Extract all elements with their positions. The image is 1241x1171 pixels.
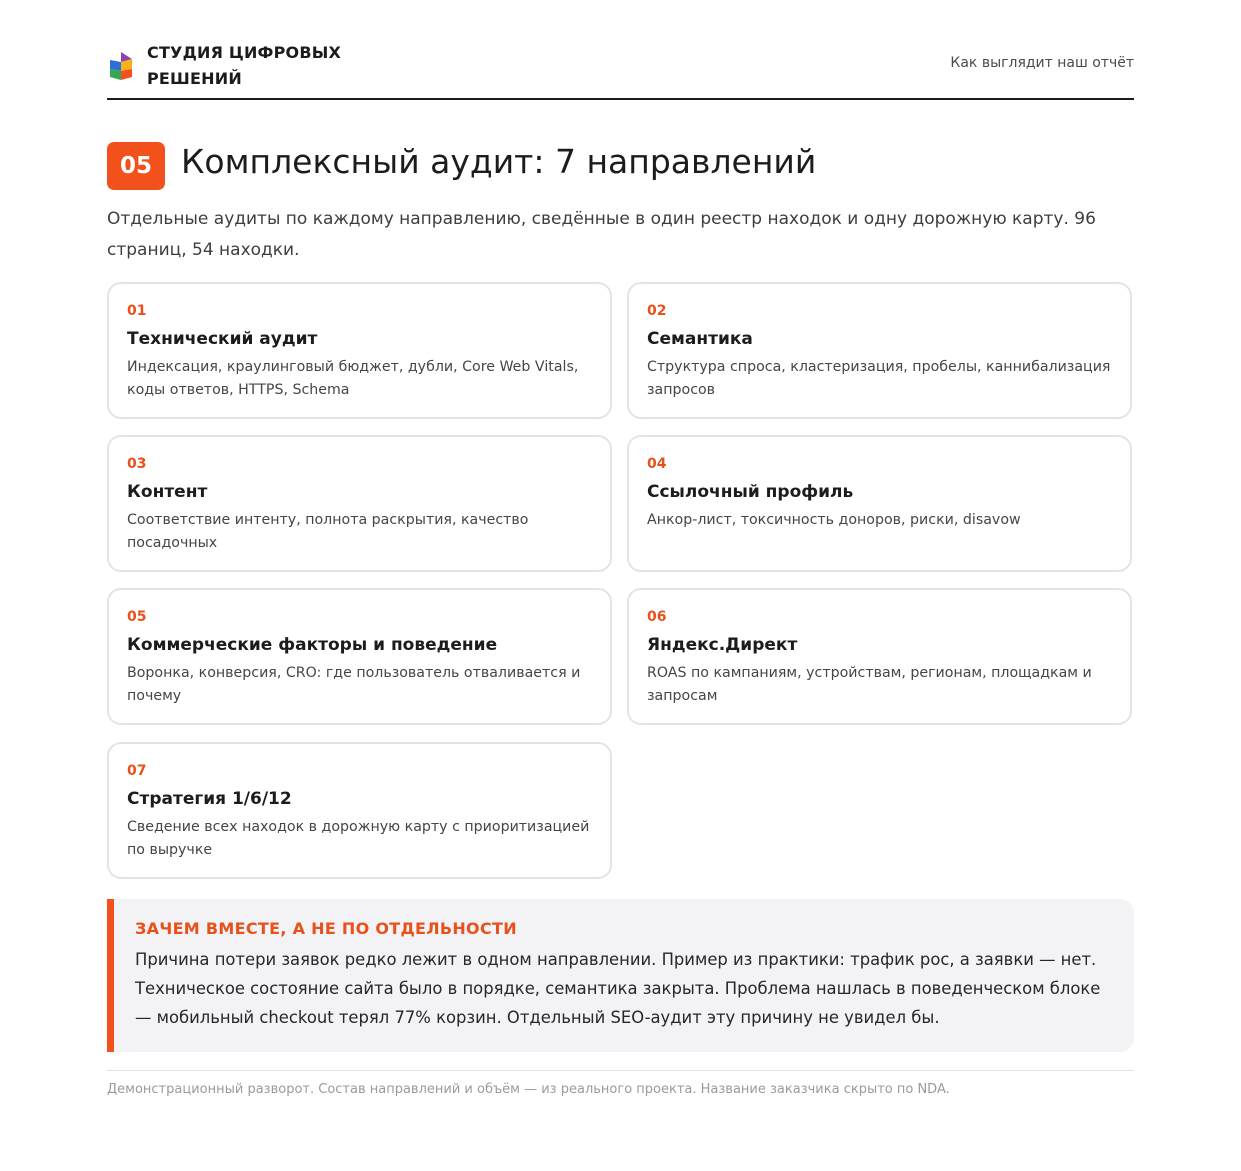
card-description: Индексация, краулинговый бюджет, дубли, Core Web Vitals, коды ответов, HTTPS, Schema: [127, 359, 579, 398]
callout-text: Причина потери заявок редко лежит в одном направлении. Пример из практики: трафик рос, а заявки — нет. Техническое состояние сайта было в порядке, семантика закрыта. Проблема нашлась в поведенческом блоке — мобильный checkout терял 77% корзин. Отдельный SEO-аудит эту причину не увидел бы.: [135, 950, 1101, 1027]
audit-card-link-profile: [627, 435, 1132, 572]
brand-name: СТУДИЯ ЦИФРОВЫХ РЕШЕНИЙ: [147, 43, 342, 88]
card-title: Ссылочный профиль: [647, 482, 854, 502]
card-description: Воронка, конверсия, CRO: где пользователь отваливается и почему: [127, 665, 581, 704]
card-number: 04: [647, 456, 667, 472]
card-description: Структура спроса, кластеризация, пробелы, каннибализация запросов: [647, 359, 1111, 398]
card-title: Коммерческие факторы и поведение: [127, 635, 498, 655]
card-number: 01: [127, 303, 147, 319]
card-title: Семантика: [647, 329, 753, 349]
card-title: Яндекс.Директ: [647, 635, 798, 655]
card-number: 07: [127, 763, 147, 779]
card-number: 02: [647, 303, 667, 319]
card-number: 05: [127, 609, 147, 625]
why-together-callout: [107, 899, 1134, 1052]
audit-card-commercial-factors: [107, 588, 612, 725]
card-description: Сведение всех находок в дорожную карту с приоритизацией по выручке: [127, 819, 590, 858]
report-preview-link[interactable]: Как выглядит наш отчёт: [950, 55, 1134, 71]
audit-card-yandex-direct: [627, 588, 1132, 725]
card-title: Стратегия 1/6/12: [127, 789, 292, 809]
page-title: Комплексный аудит: 7 направлений: [181, 142, 817, 181]
card-title: Технический аудит: [127, 329, 318, 349]
section-number-badge: 05: [107, 142, 165, 190]
page-header: [107, 40, 1134, 100]
card-number: 06: [647, 609, 667, 625]
section-intro: Отдельные аудиты по каждому направлению, сведённые в один реестр находок и одну дорожную карту. 96 страниц, 54 находки.: [107, 209, 1096, 260]
callout-title: ЗАЧЕМ ВМЕСТЕ, А НЕ ПО ОТДЕЛЬНОСТИ: [135, 919, 517, 938]
card-description: Соответствие интенту, полнота раскрытия, качество посадочных: [127, 512, 529, 551]
card-description: ROAS по кампаниям, устройствам, регионам, площадкам и запросам: [647, 665, 1092, 704]
card-title: Контент: [127, 482, 208, 502]
card-number: 03: [127, 456, 147, 472]
footer-note: Демонстрационный разворот. Состав направлений и объём — из реального проекта. Название заказчика скрыто по NDA.: [107, 1082, 950, 1097]
card-description: Анкор-лист, токсичность доноров, риски, disavow: [647, 512, 1021, 528]
studio-logo-icon: [110, 52, 132, 80]
audit-card-strategy: [107, 742, 612, 879]
footer-divider: [107, 1070, 1134, 1071]
audit-card-content: [107, 435, 612, 572]
audit-card-technical: [107, 282, 612, 419]
audit-card-semantics: [627, 282, 1132, 419]
